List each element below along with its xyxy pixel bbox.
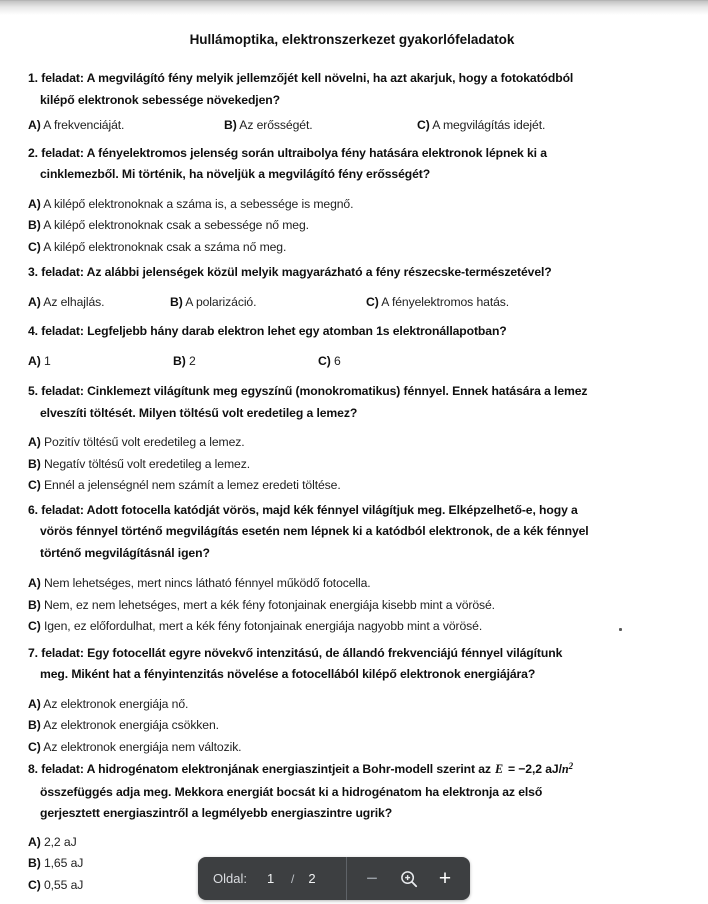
- formula-equation: = −2,2 aJ/: [507, 762, 562, 776]
- option-b: B) A kilépő elektronoknak csak a sebessége nő meg.: [28, 218, 309, 232]
- question-text-line: kilépő elektronok sebessége növekedjen?: [40, 92, 280, 107]
- page-toolbar: [198, 857, 470, 900]
- question-4-options: [28, 351, 676, 373]
- question-7: [28, 643, 676, 686]
- question-text-line: 8. feladat: A hidrogénatom elektronjának energiaszintjeit a Bohr-modell szerint az E = −2,2 $aJ/n^2$: [28, 761, 573, 776]
- question-text-line: gerjesztett energiaszintről a legmélyebb energiaszintre ugrik?: [40, 806, 393, 820]
- option-c: C) 0,55 aJ: [28, 877, 84, 892]
- document-title: Hullámoptika, elektronszerkezet gyakorlófeladatok: [189, 32, 515, 47]
- question-text-line: 2. feladat: A fényelektromos jelenség során ultraibolya fény hatására elektronok lépnek ki a: [28, 145, 547, 160]
- formula-superscript: 2: [568, 761, 573, 771]
- option-b: B) Az elektronok energiája csökken.: [28, 718, 219, 732]
- option-a: A) Pozitív töltésű volt eredetileg a lemez.: [28, 435, 245, 449]
- question-text-line: 6. feladat: Adott fotocella katódját vörös, majd kék fénnyel világítjuk meg. Elképzelhető-e, hogy a: [28, 502, 578, 517]
- option-c: C) Az elektronok energiája nem változik.: [28, 739, 242, 754]
- page-separator: /: [290, 871, 295, 886]
- option-b: B) Negatív töltésű volt eredetileg a lemez.: [28, 456, 250, 471]
- total-pages: 2: [308, 871, 316, 886]
- question-1: [28, 68, 676, 111]
- question-3: [28, 262, 676, 284]
- question-2-options: [28, 194, 676, 259]
- question-text-line: történő megvilágításnál igen?: [40, 545, 210, 560]
- question-6: [28, 500, 676, 565]
- magnifier-plus-icon: [399, 869, 419, 889]
- question-text-line: elveszíti töltését. Milyen töltésű volt eredetileg a lemez?: [40, 405, 358, 420]
- page-label: Oldal:: [213, 871, 247, 886]
- option-b: B) 1,65 aJ: [28, 856, 84, 870]
- current-page-input[interactable]: [267, 871, 279, 886]
- zoom-button[interactable]: [397, 867, 421, 891]
- formula-variable-n: n: [561, 762, 569, 776]
- option-a: A) A frekvenciáját.: [28, 118, 125, 132]
- option-b: B) 2: [173, 353, 196, 368]
- question-text-line: meg. Miként hat a fényintenzitás növelése a fotocellából kilépő elektronok energiájára?: [40, 667, 536, 681]
- option-c: C) A kilépő elektronoknak csak a száma nő meg.: [28, 239, 287, 254]
- option-c: C) A fényelektromos hatás.: [366, 294, 510, 309]
- option-a: A) Az elektronok energiája nő.: [28, 696, 189, 711]
- question-4: [28, 321, 676, 343]
- question-text-line: cinklemezből. Mi történik, ha növeljük a megvilágító fény erősségét?: [40, 167, 431, 181]
- question-3-options: [28, 292, 676, 314]
- option-b: B) A polarizáció.: [170, 294, 257, 309]
- question-text-line: 4. feladat: Legfeljebb hány darab elektron lehet egy atomban 1s elektronállapotban?: [28, 324, 507, 338]
- formula-variable-E: E: [494, 762, 503, 776]
- question-text-line: 3. feladat: Az alábbi jelenségek közül melyik magyarázható a fény részecske-természetével?: [28, 265, 552, 279]
- stray-mark: [619, 628, 622, 631]
- option-c: C) A megvilágítás idejét.: [417, 118, 546, 132]
- zoom-out-button[interactable]: −: [360, 867, 384, 891]
- option-a: A) 2,2 aJ: [28, 834, 77, 849]
- option-a: A) Nem lehetséges, mert nincs látható fénnyel működő fotocella.: [28, 576, 371, 590]
- question-text-line: vörös fénnyel történő megvilágítás esetén nem lépnek ki a katódból elektronok, de a kék fénnyel: [40, 524, 589, 538]
- question-7-options: [28, 694, 676, 759]
- page-indicator: [198, 857, 346, 900]
- question-text-line: 5. feladat: Cinklemezt világítunk meg egyszínű (monokromatikus) fénnyel. Ennek hatására a lemez: [28, 384, 588, 398]
- question-5-options: [28, 432, 676, 497]
- question-5: [28, 381, 676, 424]
- option-c: C) Igen, ez előfordulhat, mert a kék fény fotonjainak energiája nagyobb mint a vörösé.: [28, 619, 483, 633]
- question-text-line: összefüggés adja meg. Mekkora energiát bocsát ki a hidrogénatom ha elektronja az első: [40, 784, 543, 799]
- option-a: A) 1: [28, 353, 51, 368]
- document-content: [28, 0, 676, 896]
- question-6-options: [28, 573, 676, 638]
- option-c: C) 6: [318, 353, 341, 368]
- zoom-in-button[interactable]: +: [433, 867, 457, 891]
- question-text-line: 1. feladat: A megvilágító fény melyik jellemzőjét kell növelni, ha azt akarjuk, hogy a fotokatódból: [28, 71, 574, 85]
- zoom-controls: [347, 857, 470, 900]
- question-text-line: 7. feladat: Egy fotocellát egyre növekvő intenzitású, de állandó frekvenciájú fénnyel világítunk: [28, 645, 563, 660]
- question-1-options: [28, 115, 676, 137]
- option-c: C) Ennél a jelenségnél nem számít a lemez eredeti töltése.: [28, 478, 341, 492]
- option-b: B) Nem, ez nem lehetséges, mert a kék fény fotonjainak energiája kisebb mint a vörösé.: [28, 597, 495, 612]
- option-b: B) Az erősségét.: [224, 118, 313, 132]
- question-2: [28, 143, 676, 186]
- question-8: [28, 759, 676, 825]
- option-a: A) Az elhajlás.: [28, 294, 105, 309]
- option-a: A) A kilépő elektronoknak a száma is, a sebessége is megnő.: [28, 196, 354, 211]
